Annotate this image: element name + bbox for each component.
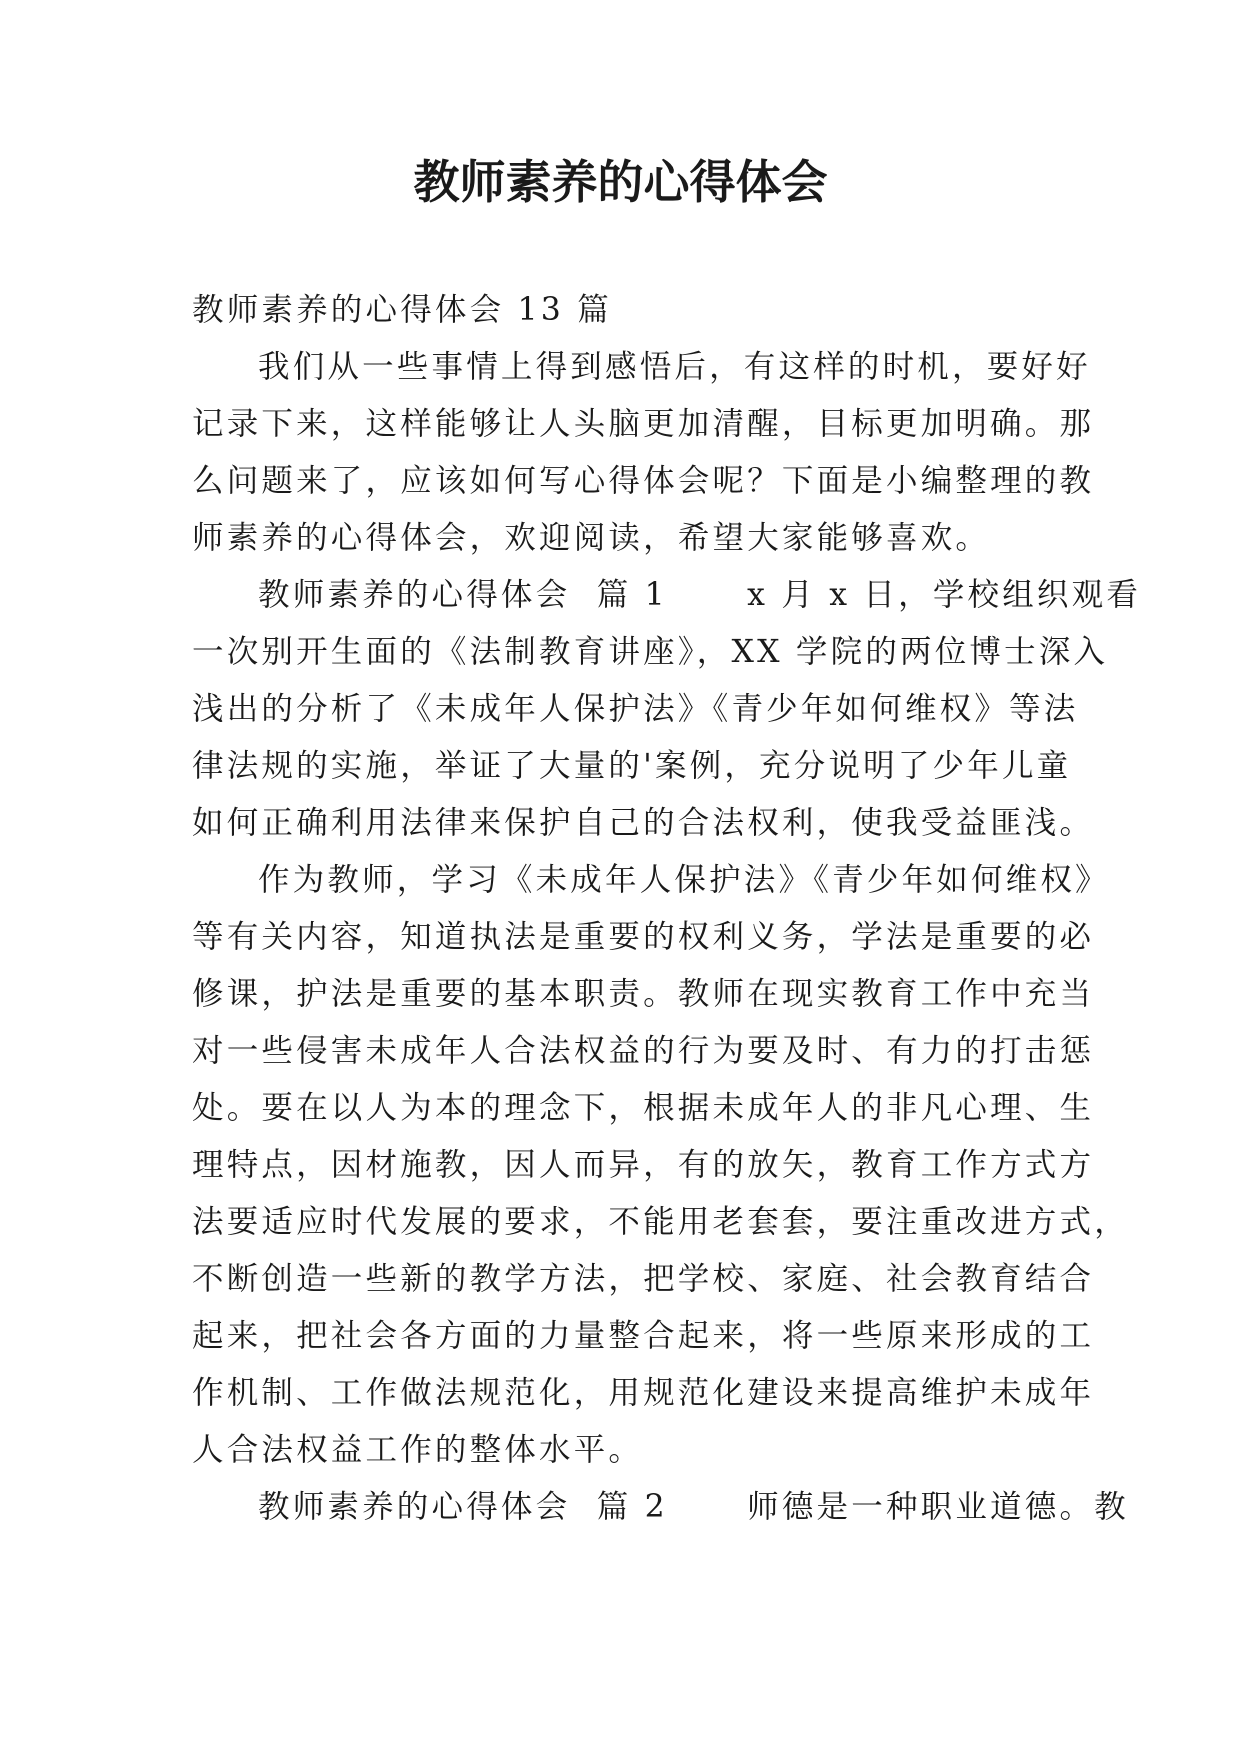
- paragraph-line: 我们从一些事情上得到感悟后，有这样的时机，要好好: [258, 349, 1091, 385]
- document-title: 教师素养的心得体会: [413, 155, 828, 209]
- document-body: [192, 282, 1142, 1536]
- paragraph-line: 么问题来了，应该如何写心得体会呢？下面是小编整理的教: [192, 463, 1095, 499]
- paragraph-line: 浅出的分析了《未成年人保护法》《青少年如何维权》等法: [192, 691, 1079, 727]
- paragraph-line: 记录下来，这样能够让人头脑更加清醒，目标更加明确。那: [192, 406, 1095, 442]
- section-heading-line: 教师素养的心得体会 篇 1 x 月 x 日，学校组织观看: [258, 577, 1142, 613]
- paragraph-line: 作为教师，学习《未成年人保护法》《青少年如何维权》: [258, 862, 1110, 898]
- paragraph-line: 不断创造一些新的教学方法，把学校、家庭、社会教育结合: [192, 1261, 1095, 1297]
- paragraph-line: 一次别开生面的《法制教育讲座》，XX 学院的两位博士深入: [192, 634, 1109, 670]
- paragraph-line: 对一些侵害未成年人合法权益的行为要及时、有力的打击惩: [192, 1033, 1095, 1069]
- paragraph-line: 理特点，因材施教，因人而异，有的放矢，教育工作方式方: [192, 1147, 1095, 1183]
- section-heading-line: 教师素养的心得体会 篇 2 师德是一种职业道德。教: [258, 1489, 1129, 1525]
- paragraph-line: 起来，把社会各方面的力量整合起来，将一些原来形成的工: [192, 1318, 1095, 1354]
- paragraph-line: 处。要在以人为本的理念下，根据未成年人的非凡心理、生: [192, 1090, 1095, 1126]
- paragraph-line: 等有关内容，知道执法是重要的权利义务，学法是重要的必: [192, 919, 1095, 955]
- paragraph-line: 修课，护法是重要的基本职责。教师在现实教育工作中充当: [192, 976, 1095, 1012]
- paragraph-line: 人合法权益工作的整体水平。: [192, 1432, 644, 1468]
- paragraph-line: 律法规的实施，举证了大量的'案例，充分说明了少年儿童: [192, 748, 1072, 784]
- document-subtitle: 教师素养的心得体会 13 篇: [192, 292, 612, 328]
- paragraph-line: 作机制、工作做法规范化，用规范化建设来提高维护未成年: [192, 1375, 1095, 1411]
- paragraph-line: 师素养的心得体会，欢迎阅读，希望大家能够喜欢。: [192, 520, 991, 556]
- paragraph-line: 法要适应时代发展的要求，不能用老套套，要注重改进方式，: [192, 1204, 1129, 1240]
- paragraph-line: 如何正确利用法律来保护自己的合法权利，使我受益匪浅。: [192, 805, 1095, 841]
